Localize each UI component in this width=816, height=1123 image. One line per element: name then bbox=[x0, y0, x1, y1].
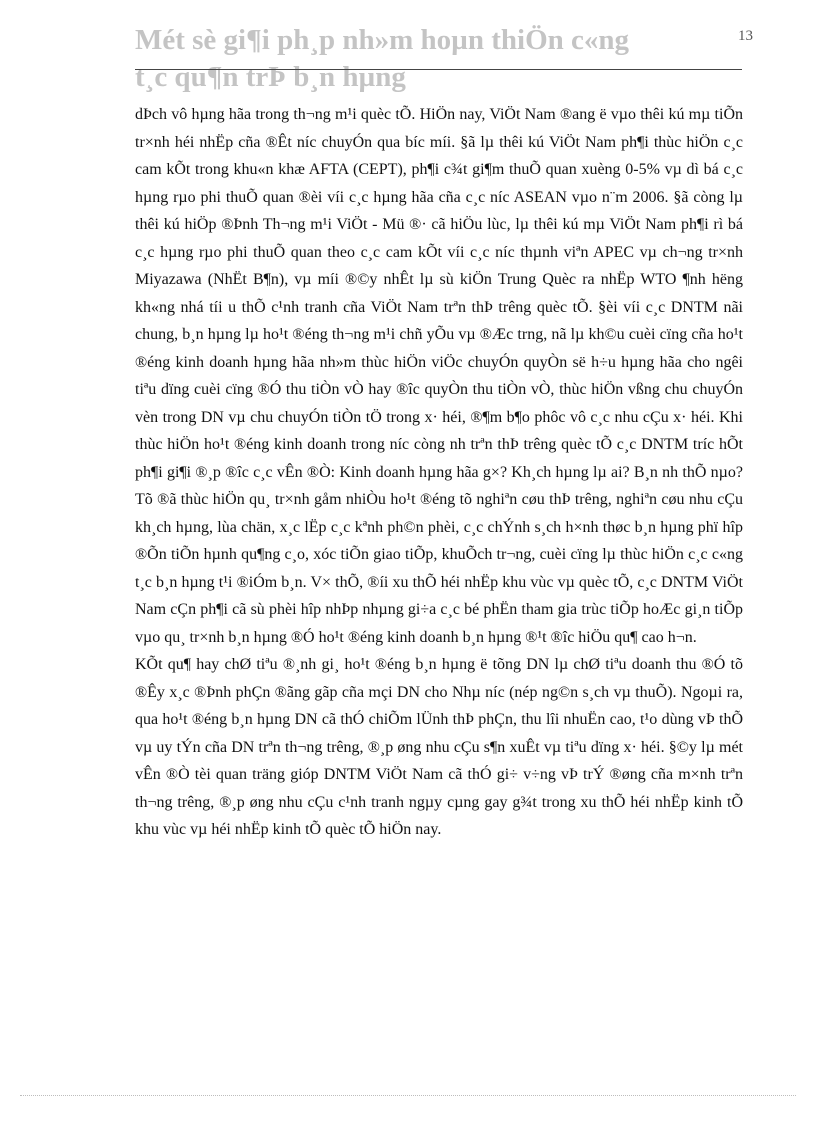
paragraph-2: KÕt qu¶ hay chØ tiªu ®¸nh gi¸ ho¹t ®éng b¸n hµng ë tõng DN lµ chØ tiªu doanh thu ®Ó tõ ®Êy x¸c ®Þnh phÇn ®ãng gãp cña mçi DN cho Nhµ níc (nép ng©n s¸ch vµ thuÕ). Ngoµi ra, qua ho¹t ®éng b¸n hµng DN cã thÓ chiÕm lÜnh thÞ phÇn, thu lîi nhuËn cao, t¹o dùng vÞ thÕ vµ uy tÝn cña DN trªn th¬ng trêng, ®¸p øng nhu cÇu s¶n xuÊt vµ tiªu dïng x· héi. §©y lµ mét vÊn ®Ò tèi quan träng gióp DNTM ViÖt Nam cã thÓ gi÷ v÷ng vÞ trÝ ®øng cña m×nh trªn th¬ng trêng, ®¸p øng nhu cÇu c¹nh tranh ngµy cµng gay g¾t trong xu thÕ héi nhËp kinh tÕ khu vùc vµ héi nhËp kinh tÕ quèc tÕ hiÖn nay. bbox=[135, 656, 743, 838]
body-text bbox=[135, 101, 743, 844]
header-title-line-2: t¸c qu¶n trÞ b¸n hµng bbox=[135, 61, 406, 93]
footer-divider bbox=[20, 1095, 796, 1096]
running-header-title bbox=[135, 22, 735, 96]
header-divider bbox=[135, 69, 742, 70]
header-title-line-1: Mét sè gi¶i ph¸p nh»m hoµn thiÖn c«ng bbox=[135, 24, 630, 56]
page-number: 13 bbox=[738, 28, 753, 44]
paragraph-1: dÞch vô hµng hãa trong th¬ng m¹i quèc tÕ. HiÖn nay, ViÖt Nam ®ang ë vµo thêi kú mµ tiÕn tr×nh héi nhËp cña ®Êt níc chuyÓn qua bíc míi. §ã lµ thêi kú ViÖt Nam ph¶i thùc hiÖn c¸c cam kÕt trong khu«n khæ AFTA (CEPT), ph¶i c¾t gi¶m thuÕ quan xuèng 0-5% vµ dì bá c¸c hµng rµo phi thuÕ quan ®èi víi c¸c hµng hãa cña c¸c níc ASEAN vµo n¨m 2006. §ã còng lµ thêi kú hiÖp ®Þnh Th¬ng m¹i ViÖt - Mü ®· cã hiÖu lùc, lµ thêi kú mµ ViÖt Nam ph¶i rì bá c¸c hµng rµo phi thuÕ quan theo c¸c cam kÕt víi c¸c níc thµnh viªn APEC vµ ch¬ng tr×nh Miyazawa (NhËt B¶n), vµ míi ®©y nhÊt lµ sù kiÖn Trung Quèc ra nhËp WTO ¶nh hëng kh«ng nhá tíi u thÕ c¹nh tranh cña ViÖt Nam trªn thÞ trêng quèc tÕ. §èi víi c¸c DNTM nãi chung, b¸n hµng lµ ho¹t ®éng th¬ng m¹i chñ yÕu vµ ®Æc trng, nã lµ kh©u cuèi cïng cña ho¹t ®éng kinh doanh hµng hãa nh»m thùc hiÖn viÖc chuyÓn quyÒn së h÷u hµng hãa cho ngêi tiªu dïng cuèi cïng ®Ó thu tiÒn vÒ hay ®îc quyÒn thu tiÒn vÒ, thùc hiÖn vßng chu chuyÓn vèn trong DN vµ chu chuyÓn tiÒn tÖ trong x· héi, ®¶m b¶o phôc vô c¸c nhu cÇu x· héi. Khi thùc hiÖn ho¹t ®éng kinh doanh trong níc còng nh trªn thÞ trêng quèc tÕ c¸c DNTM tríc hÕt ph¶i gi¶i ®¸p ®îc c¸c vÊn ®Ò: Kinh doanh hµng hãa g×? Kh¸ch hµng lµ ai? B¸n nh thÕ nµo? Tõ ®ã thùc hiÖn qu¸ tr×nh gåm nhiÒu ho¹t ®éng tõ nghiªn cøu thÞ trêng, nghiªn cøu nhu cÇu kh¸ch hµng, lùa chän, x¸c lËp c¸c kªnh ph©n phèi, c¸c chÝnh s¸ch h×nh thøc b¸n hµng phï hîp ®Õn tiÕn hµnh qu¶ng c¸o, xóc tiÕn giao tiÕp, khuÕch tr¬ng, cuèi cïng lµ thùc hiÖn c¸c c«ng t¸c b¸n hµng t¹i ®iÓm b¸n. V× thÕ, ®íi xu thÕ héi nhËp khu vùc vµ quèc tÕ, c¸c DNTM ViÖt Nam cÇn ph¶i cã sù phèi hîp nhÞp nhµng gi÷a c¸c bé phËn tham gia trùc tiÕp hoÆc gi¸n tiÕp vµo qu¸ tr×nh b¸n hµng ®Ó ho¹t ®éng kinh doanh b¸n hµng ®¹t ®îc hiÖu qu¶ cao h¬n. bbox=[135, 106, 743, 646]
